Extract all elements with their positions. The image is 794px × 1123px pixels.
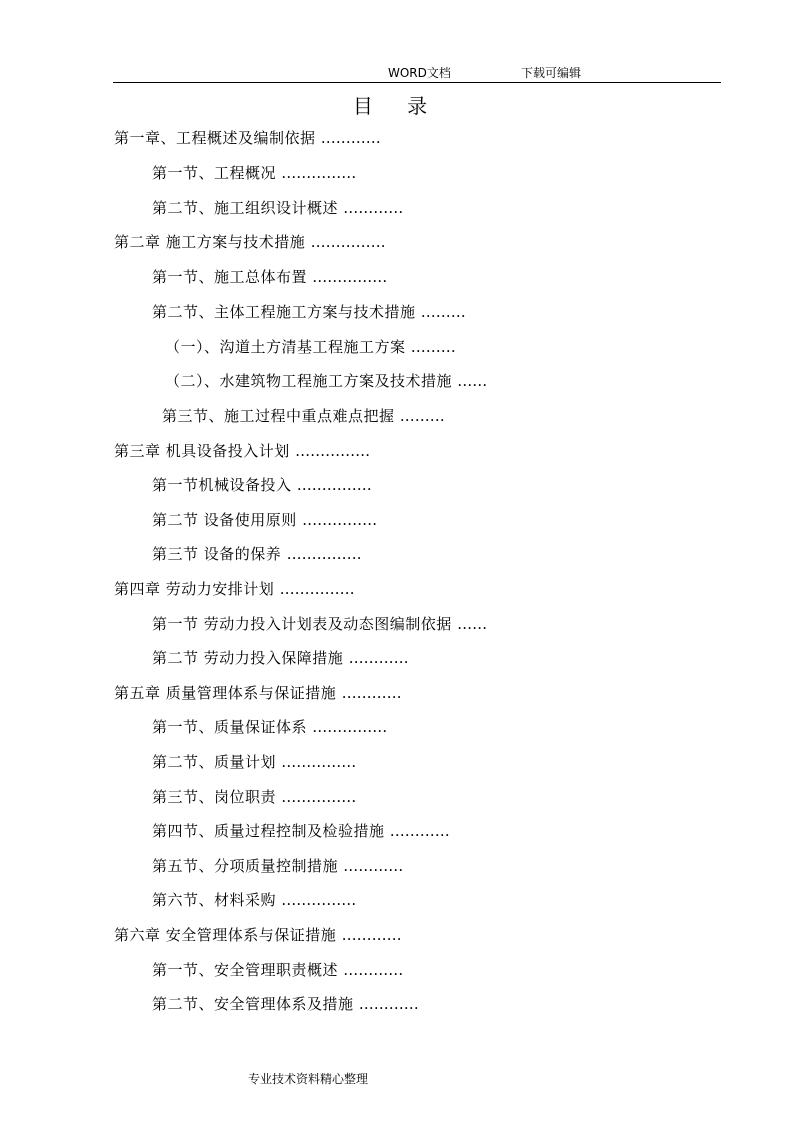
toc-section-4-2[interactable] — [152, 649, 409, 667]
toc-leader-dots: …………… — [281, 788, 357, 806]
toc-section-3-2[interactable] — [152, 511, 377, 529]
toc-leader-dots: …………… — [281, 891, 357, 909]
toc-leader-dots: ………… — [348, 649, 409, 667]
toc-entry-text: 第五节、分项质量控制措施 — [152, 857, 339, 875]
toc-leader-dots: …………… — [281, 164, 357, 182]
toc-entry-text: 第三节、岗位职责 — [152, 788, 277, 806]
toc-section-3-1[interactable] — [152, 476, 372, 494]
toc-leader-dots: ………… — [343, 199, 404, 217]
toc-entry-text: 第六章 安全管理体系与保证措施 — [114, 926, 337, 944]
toc-leader-dots: ………… — [320, 129, 381, 147]
toc-entry-text: （一）、沟道土方清基工程施工方案 — [165, 338, 406, 356]
toc-leader-dots: …………… — [279, 580, 355, 598]
header-right-text: 下载可编辑 — [521, 66, 582, 80]
toc-section-5-2[interactable] — [152, 753, 356, 771]
toc-entry-text: 第一节、质量保证体系 — [152, 718, 308, 736]
toc-leader-dots: ………… — [341, 684, 402, 702]
toc-leader-dots: ………… — [389, 822, 450, 840]
toc-entry-text: 第二节 设备使用原则 — [152, 511, 297, 529]
toc-section-5-6[interactable] — [152, 891, 356, 909]
toc-entry-text: 第五章 质量管理体系与保证措施 — [114, 684, 337, 702]
toc-entry-text: 第一节、施工总体布置 — [152, 268, 308, 286]
toc-chapter-6[interactable] — [114, 926, 402, 944]
toc-section-2-2[interactable] — [152, 303, 466, 321]
toc-section-1-2[interactable] — [152, 199, 403, 217]
toc-leader-dots: ………… — [341, 926, 402, 944]
toc-entry-text: 第二节、主体工程施工方案与技术措施 — [152, 303, 416, 321]
toc-chapter-4[interactable] — [114, 580, 355, 598]
toc-chapter-2[interactable] — [114, 233, 386, 251]
toc-subsection-2-2-1[interactable] — [165, 338, 456, 356]
toc-section-5-4[interactable] — [152, 822, 450, 840]
toc-entry-text: 第三节、施工过程中重点难点把握 — [162, 407, 395, 425]
toc-entry-text: 第二节、质量计划 — [152, 753, 277, 771]
toc-section-6-2[interactable] — [152, 995, 419, 1013]
toc-leader-dots: ……… — [410, 338, 456, 356]
toc-entry-text: 第一节、工程概况 — [152, 164, 277, 182]
toc-section-2-3[interactable] — [162, 407, 445, 425]
toc-leader-dots: …………… — [295, 442, 371, 460]
toc-leader-dots: ……… — [399, 407, 445, 425]
toc-entry-text: 第二节、安全管理体系及措施 — [152, 995, 354, 1013]
toc-section-4-1[interactable] — [152, 615, 487, 633]
toc-section-2-1[interactable] — [152, 268, 387, 286]
toc-section-5-3[interactable] — [152, 788, 356, 806]
toc-entry-text: 第二节、施工组织设计概述 — [152, 199, 339, 217]
toc-leader-dots: …………… — [310, 233, 386, 251]
toc-entry-text: 第一节机械设备投入 — [152, 476, 292, 494]
toc-leader-dots: …………… — [286, 545, 362, 563]
toc-section-5-1[interactable] — [152, 718, 387, 736]
toc-subsection-2-2-2[interactable] — [165, 372, 487, 390]
header-left-text: WORD文档 — [388, 66, 451, 80]
toc-entry-text: 第一节、安全管理职责概述 — [152, 961, 339, 979]
toc-section-6-1[interactable] — [152, 961, 403, 979]
toc-leader-dots: ………… — [343, 961, 404, 979]
toc-leader-dots: …………… — [302, 511, 378, 529]
toc-entry-text: 第三章 机具设备投入计划 — [114, 442, 290, 460]
toc-entry-text: 第二章 施工方案与技术措施 — [114, 233, 306, 251]
toc-section-5-5[interactable] — [152, 857, 403, 875]
toc-leader-dots: …………… — [312, 718, 388, 736]
toc-chapter-3[interactable] — [114, 442, 370, 460]
toc-entry-text: 第三节 设备的保养 — [152, 545, 282, 563]
toc-leader-dots: ……… — [420, 303, 466, 321]
toc-leader-dots: ………… — [358, 995, 419, 1013]
toc-leader-dots: …………… — [296, 476, 372, 494]
toc-entry-text: （二）、水建筑物工程施工方案及技术措施 — [165, 372, 453, 390]
toc-chapter-5[interactable] — [114, 684, 402, 702]
toc-leader-dots: …………… — [312, 268, 388, 286]
toc-entry-text: 第六节、材料采购 — [152, 891, 277, 909]
page-footer: 专业技术资料精心整理 — [248, 1072, 369, 1086]
toc-section-1-1[interactable] — [152, 164, 356, 182]
toc-chapter-1[interactable] — [114, 129, 381, 147]
toc-leader-dots: …… — [457, 615, 488, 633]
toc-entry-text: 第二节 劳动力投入保障措施 — [152, 649, 344, 667]
toc-leader-dots: …………… — [281, 753, 357, 771]
toc-leader-dots: …… — [457, 372, 488, 390]
toc-entry-text: 第四章 劳动力安排计划 — [114, 580, 275, 598]
toc-section-3-3[interactable] — [152, 545, 362, 563]
toc-leader-dots: ………… — [343, 857, 404, 875]
toc-entry-text: 第一节 劳动力投入计划表及动态图编制依据 — [152, 615, 452, 633]
toc-entry-text: 第四节、质量过程控制及检验措施 — [152, 822, 385, 840]
toc-title: 目 录 — [352, 94, 442, 118]
toc-entry-text: 第一章、工程概述及编制依据 — [114, 129, 316, 147]
